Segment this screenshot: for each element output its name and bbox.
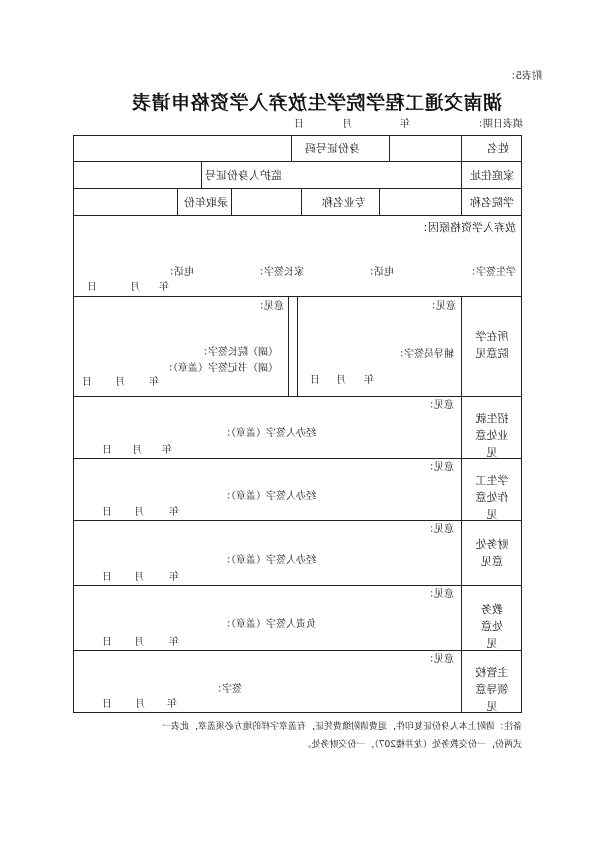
opinion-label: 意见： [424,462,454,473]
opinion-label: 意见： [424,524,454,535]
counselor-sign-label: 辅导员签字： [394,349,454,360]
student-sign-label: 学生签字： [466,267,516,278]
col-divider [231,188,232,215]
row-divider [73,585,522,586]
date-month: 月 [132,445,142,456]
col-divider [379,188,380,215]
fill-date-month: 月 [342,119,352,130]
phone-label: 电话： [364,267,394,278]
date-year: 年 [167,699,177,710]
date-year: 年 [169,572,179,583]
opinion-label: 意见： [424,400,454,411]
id-number-label: 身份证号码 [305,142,360,155]
major-name-label: 专业名称 [322,196,366,209]
row-divider [73,188,522,189]
date-month: 月 [336,375,346,386]
footer-note-line: 式两份，一份交教务处（龙井楼207），一份交财务处。 [302,740,522,750]
date-day: 日 [102,699,112,710]
row-divider [73,396,522,397]
col-divider [291,135,292,161]
date-year: 年 [169,637,179,648]
parent-sign-label: 家长签字： [254,267,304,278]
name-label: 姓名 [487,142,509,155]
phone-label: 电话： [164,267,194,278]
row-divider [73,161,522,162]
col-divider [461,161,462,188]
date-year: 年 [169,507,179,518]
col-divider [177,188,178,215]
date-day: 日 [310,375,320,386]
handler-sign-label: 经办人签字（盖章）： [221,555,316,566]
row-divider [73,650,522,651]
col-divider [201,161,202,188]
date-month: 月 [130,282,140,293]
col-divider [461,135,462,161]
admissions-office-label: 招生就业处意见 [475,412,509,459]
finance-office-label: 财务处意见 [475,538,509,568]
footer-note [72,718,522,754]
college-name-label: 学院名称 [470,196,514,209]
date-day: 日 [102,445,112,456]
col-divider [461,188,462,215]
dean-sign-label: （副）院长签字： [198,347,278,358]
form-title: 湖南交通工程学院学生放弃入学资格申请表 [131,92,502,114]
admission-year-label: 录取年份 [184,196,228,209]
fill-date-year: 年 [400,119,410,130]
date-year: 年 [162,445,172,456]
label-col-divider [461,296,462,713]
college-split-divider [288,296,289,396]
academic-affairs-label: 教务处意见 [481,603,503,650]
home-address-label: 家庭住址 [470,169,514,182]
secretary-sign-label: （副）书记签字（盖章）： [163,363,278,374]
reason-label: 放弃入学资格原因： [417,221,516,234]
fill-date-label: 填表日期： [473,119,523,130]
opinion-label: 意见： [426,301,456,312]
opinion-label: 意见： [424,654,454,665]
date-day: 日 [82,377,92,388]
date-year: 年 [364,375,374,386]
footer-note-line: 备注：请附上本人身份证复印件，退费请附缴费凭证，有盖章字样的地方必须盖章，此表一 [161,722,522,732]
handler-sign-label: 经办人签字（盖章）： [221,428,316,439]
date-year: 年 [159,282,169,293]
supervisor-sign-label: 负责人签字（盖章）： [221,619,316,630]
school-leader-label: 主管校领导意见 [475,666,509,713]
leader-sign-label: 签字： [212,684,242,695]
col-divider [301,188,302,215]
date-day: 日 [102,507,112,518]
date-year: 年 [149,377,159,388]
date-day: 日 [102,572,112,583]
date-month: 月 [134,507,144,518]
col-divider [389,135,390,161]
row-divider [73,215,522,216]
row-divider [73,458,522,459]
student-affairs-label: 学生工作处意见 [475,474,509,521]
date-day: 日 [87,282,97,293]
date-month: 月 [134,637,144,648]
date-month: 月 [134,572,144,583]
date-month: 月 [115,377,125,388]
guardian-id-label: 监护人身份证号 [205,169,282,182]
college-split-divider [297,296,298,396]
attachment-label: 附表5： [505,71,542,82]
date-day: 日 [102,637,112,648]
opinion-label: 意见： [424,589,454,600]
fill-date-day: 日 [294,119,304,130]
date-month: 月 [135,699,145,710]
row-divider [73,520,522,521]
college-opinion-label: 所在学院意见 [475,330,509,360]
opinion-label: 意见： [254,301,284,312]
handler-sign-label: 经办人签字（盖章）： [221,491,316,502]
